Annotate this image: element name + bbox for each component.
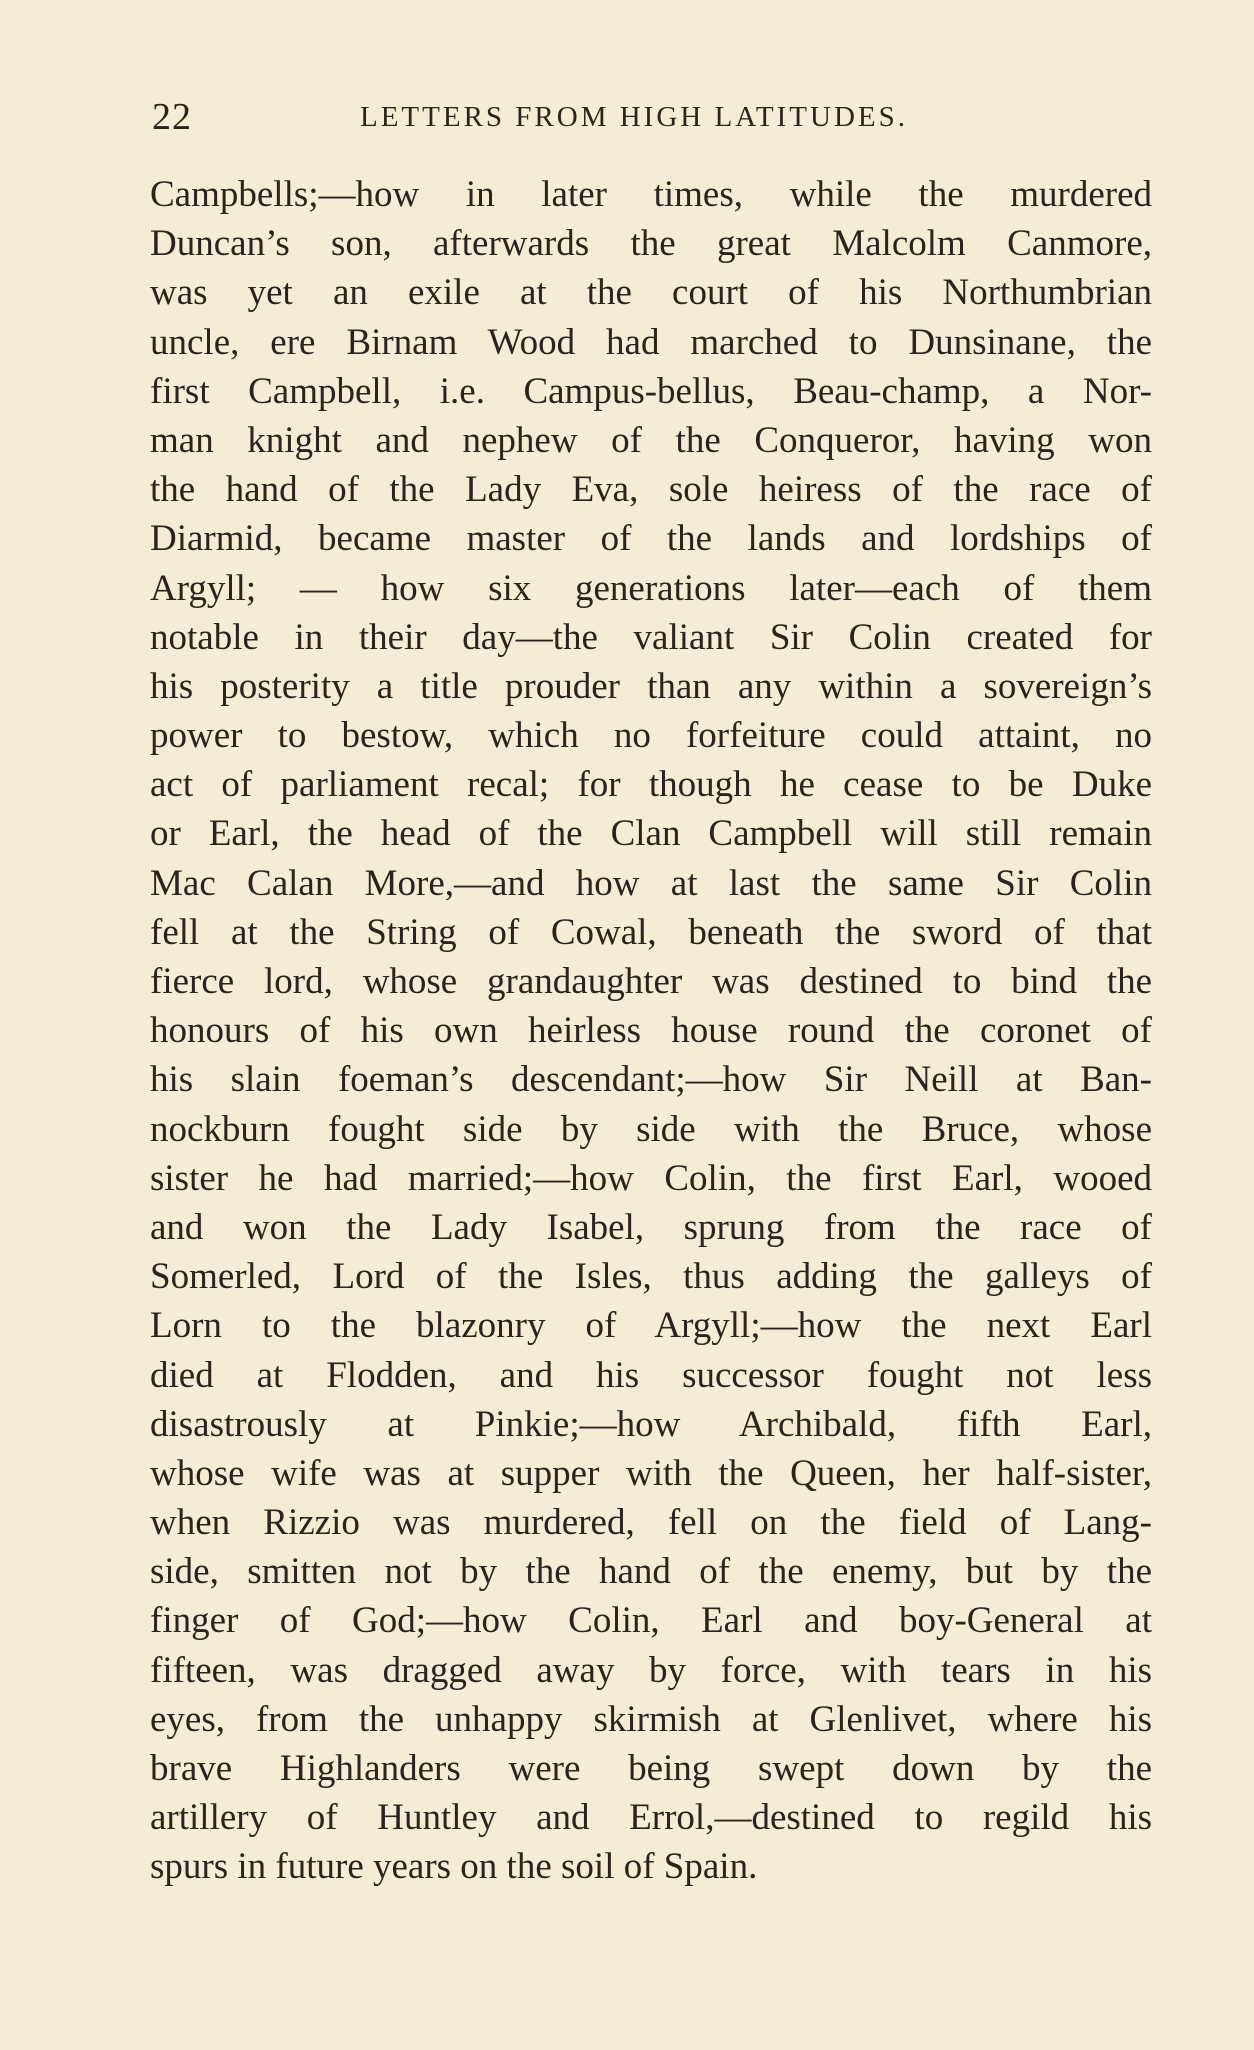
text-line: Mac Calan More,—and how at last the same Sir Colin — [150, 862, 1152, 904]
text-line: his posterity a title prouder than any within a sovereign’s — [150, 665, 1152, 707]
text-line: Somerled, Lord of the Isles, thus adding the galleys of — [150, 1256, 1152, 1298]
text-line: fifteen, was dragged away by force, with tears in his — [150, 1649, 1152, 1691]
text-line: artillery of Huntley and Errol,—destined to regild his — [150, 1797, 1152, 1839]
text-line: sister he had married;—how Colin, the first Earl, wooed — [150, 1157, 1152, 1199]
text-line: fierce lord, whose grandaughter was destined to bind the — [150, 961, 1152, 1002]
text-line: eyes, from the unhappy skirmish at Glenlivet, where his — [150, 1698, 1152, 1740]
text-line: man knight and nephew of the Conqueror, having won — [150, 419, 1152, 461]
text-line: Argyll; — how six generations later—each of them — [150, 567, 1152, 609]
text-line: first Campbell, i.e. Campus-bellus, Beau-champ, a Nor- — [150, 370, 1152, 412]
text-line: his slain foeman’s descendant;—how Sir Neill at Ban- — [150, 1059, 1152, 1101]
text-line: honours of his own heirless house round the coronet of — [150, 1010, 1152, 1052]
text-line: fell at the String of Cowal, beneath the sword of that — [150, 911, 1152, 953]
text-line: act of parliament recal; for though he cease to be Duke — [150, 764, 1152, 806]
text-line: disastrously at Pinkie;—how Archibald, fifth Earl, — [150, 1403, 1152, 1445]
text-line: whose wife was at supper with the Queen, her half-sister, — [150, 1452, 1152, 1494]
running-title: LETTERS FROM HIGH LATITUDES. — [360, 101, 908, 133]
text-line-last: spurs in future years on the soil of Spain. — [150, 1846, 758, 1888]
text-line: finger of God;—how Colin, Earl and boy-General at — [150, 1600, 1152, 1642]
text-line: Campbells;—how in later times, while the murdered — [150, 174, 1152, 215]
text-line: was yet an exile at the court of his Northumbrian — [150, 272, 1152, 314]
running-head — [152, 92, 1152, 142]
text-line: or Earl, the head of the Clan Campbell will still remain — [150, 813, 1152, 855]
text-line: and won the Lady Isabel, sprung from the race of — [150, 1206, 1152, 1248]
text-line: side, smitten not by the hand of the enemy, but by the — [150, 1551, 1152, 1593]
page-number: 22 — [152, 96, 192, 138]
text-line: notable in their day—the valiant Sir Colin created for — [150, 616, 1152, 658]
text-line: nockburn fought side by side with the Bruce, whose — [150, 1108, 1152, 1150]
text-line: Lorn to the blazonry of Argyll;—how the next Earl — [150, 1305, 1152, 1347]
text-line: when Rizzio was murdered, fell on the field of Lang- — [150, 1502, 1152, 1544]
text-line: power to bestow, which no forfeiture could attaint, no — [150, 715, 1152, 757]
text-line: Diarmid, became master of the lands and lordships of — [150, 518, 1152, 560]
text-line: uncle, ere Birnam Wood had marched to Dunsinane, the — [150, 321, 1152, 363]
body-text — [150, 170, 1152, 1892]
text-line: the hand of the Lady Eva, sole heiress of the race of — [150, 469, 1152, 511]
text-line: died at Flodden, and his successor fought not less — [150, 1354, 1152, 1396]
text-line: brave Highlanders were being swept down by the — [150, 1748, 1152, 1789]
text-line: Duncan’s son, afterwards the great Malcolm Canmore, — [150, 223, 1152, 265]
